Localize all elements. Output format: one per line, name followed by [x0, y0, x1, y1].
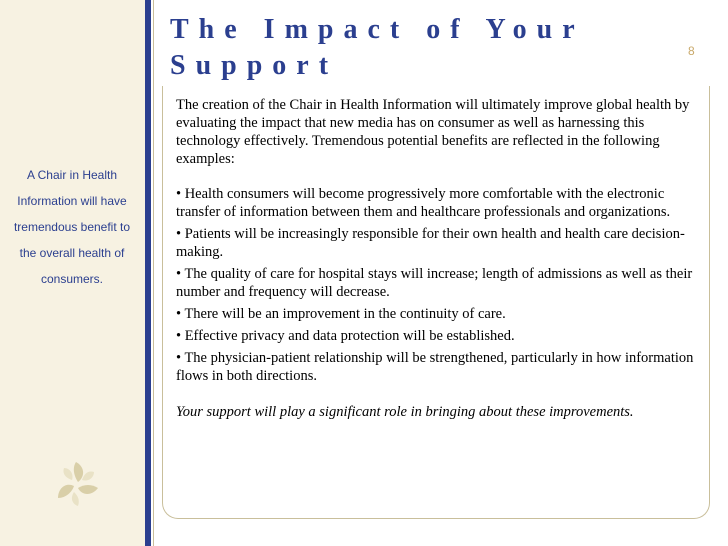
intro-paragraph: The creation of the Chair in Health Information will ultimately improve global health by evaluating the impact that new media has on consumer as well as harnessing this technology effectively. Tremendous potential benefits are reflected in the following examples:: [176, 97, 690, 167]
sidebar-caption: A Chair in Health Information will have tremendous benefit to the overall health of consumers.: [13, 168, 131, 286]
list-item: • Patients will be increasingly responsible for their own health and health care decision-making.: [176, 226, 685, 260]
content-body: [176, 96, 696, 421]
list-item: • Health consumers will become progressively more comfortable with the electronic transfer of information between them and healthcare professionals and organizations.: [176, 186, 671, 220]
sidebar-divider-thin: [153, 0, 154, 546]
benefits-list: [176, 185, 696, 385]
closing-statement: Your support will play a significant role in bringing about these improvements.: [176, 404, 634, 420]
list-item: • There will be an improvement in the continuity of care.: [176, 306, 506, 322]
list-item: • Effective privacy and data protection will be established.: [176, 328, 515, 344]
sidebar-divider: [145, 0, 151, 546]
page-number: 8: [688, 44, 695, 58]
leaf-swirl-icon: [50, 458, 102, 510]
list-item: • The physician-patient relationship will be strengthened, particularly in how information flows in both directions.: [176, 350, 694, 384]
sidebar: [0, 0, 145, 546]
list-item: • The quality of care for hospital stays will increase; length of admissions as well as their number and frequency will decrease.: [176, 266, 693, 300]
page-title: The Impact of Your Support: [170, 14, 585, 81]
